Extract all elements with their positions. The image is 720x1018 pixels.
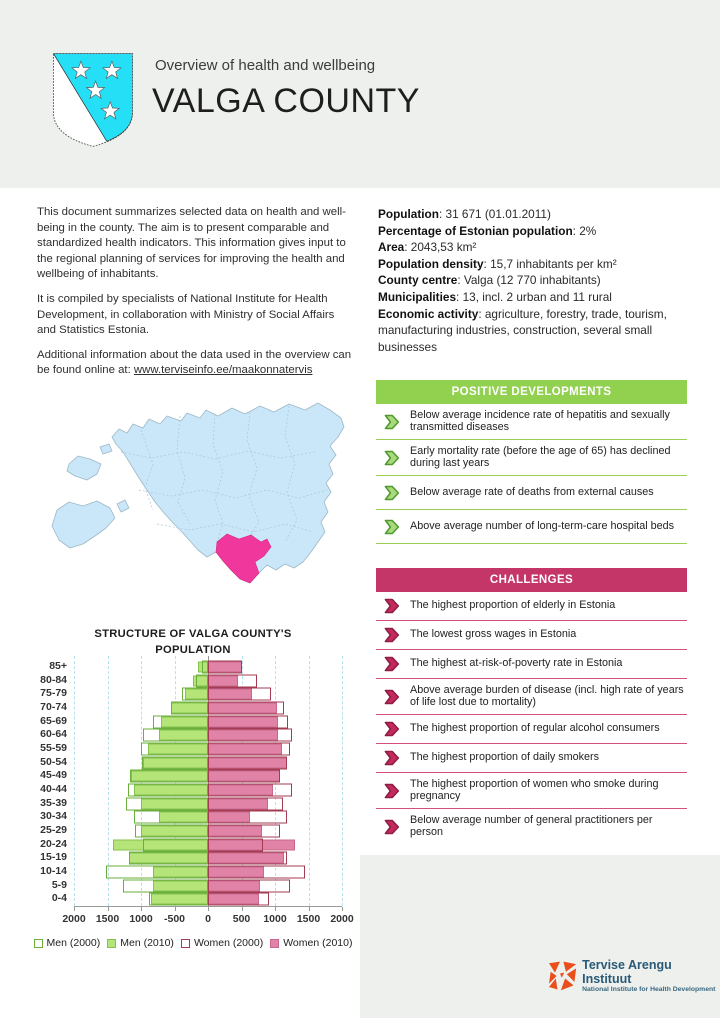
bar-women-2000- (208, 688, 271, 701)
legend-swatch (107, 939, 116, 948)
bar-men-2000- (135, 824, 208, 837)
bar-women-2000- (208, 852, 287, 865)
tai-logo (549, 958, 720, 994)
bar-women-2000- (208, 797, 283, 810)
list-item (376, 620, 687, 649)
chevron-bullet-icon (376, 656, 410, 672)
pyramid-row (74, 879, 342, 893)
intro-paragraph-3 (37, 348, 356, 379)
x-axis-tick-label: 500 (232, 913, 251, 925)
legend-swatch (34, 939, 43, 948)
age-axis-label: 30-34 (40, 810, 67, 823)
bar-men-2000- (142, 756, 208, 769)
legend-swatch (181, 939, 190, 948)
legend-label: Men (2000) (46, 937, 101, 949)
age-axis-label: 35-39 (40, 796, 67, 809)
positive-developments-header: POSITIVE DEVELOPMENTS (376, 380, 687, 404)
challenges-section (376, 568, 687, 845)
age-axis-label: 5-9 (51, 878, 67, 891)
x-axis-tick-label: 1500 (95, 913, 120, 925)
age-axis-label: 15-19 (40, 851, 67, 864)
age-axis-label: 20-24 (40, 837, 67, 850)
x-axis-tick-label: 1000 (263, 913, 287, 925)
intro-text (37, 205, 356, 388)
age-axis-label: 40-44 (40, 783, 67, 796)
pyramid-row (74, 892, 342, 906)
age-axis-label: 85+ (49, 660, 67, 672)
bar-men-2000- (106, 865, 209, 878)
population-pyramid-chart (28, 626, 358, 949)
age-axis-label: 65-69 (40, 714, 67, 727)
list-item-text: Early mortality rate (before the age of 65) has declined during last years (410, 445, 671, 469)
age-axis-label: 0-4 (51, 892, 67, 905)
bar-women-2000- (208, 838, 263, 851)
list-item (376, 772, 687, 808)
list-item (376, 404, 687, 440)
bar-women-2000- (208, 824, 280, 837)
chevron-bullet-icon (376, 598, 410, 614)
bar-women-2000- (208, 701, 284, 714)
list-item (376, 743, 687, 772)
chevron-bullet-icon (376, 689, 410, 705)
fact-line: Population density: 15,7 inhabitants per km² (378, 256, 617, 271)
bar-women-2000- (208, 742, 290, 755)
pyramid-row (74, 756, 342, 770)
age-axis-label: 80-84 (40, 673, 67, 686)
list-item-text: The highest at-risk-of-poverty rate in Estonia (410, 657, 623, 670)
pyramid-row (74, 838, 342, 852)
chevron-bullet-icon (376, 414, 410, 430)
bar-men-2000- (171, 701, 208, 714)
saaremaa-island (52, 501, 115, 548)
chart-legend (28, 937, 358, 949)
x-axis-tick-label: 1500 (296, 913, 321, 925)
pyramid-row (74, 865, 342, 879)
bar-women-2000- (208, 674, 257, 687)
bar-men-2000- (149, 893, 208, 906)
pyramid-row (74, 851, 342, 865)
bar-men-2000- (134, 811, 208, 824)
list-item (376, 476, 687, 510)
list-item (376, 440, 687, 476)
pyramid-row (74, 769, 342, 783)
chevron-bullet-icon (376, 721, 410, 737)
page-title: VALGA COUNTY (152, 82, 420, 120)
fact-line: County centre: Valga (12 770 inhabitants) (378, 273, 601, 288)
age-axis-label: 10-14 (40, 865, 67, 878)
chart-title-line-2: POPULATION (155, 644, 231, 656)
legend-item (107, 937, 174, 949)
bar-women-2000- (208, 729, 292, 742)
chevron-bullet-icon (376, 819, 410, 835)
pyramid-row (74, 783, 342, 797)
vormsi-island (100, 444, 112, 454)
x-axis (62, 906, 354, 929)
logo-title: Tervise Arengu Instituut (582, 958, 672, 986)
legend-item (34, 937, 101, 949)
list-item-text: The lowest gross wages in Estonia (410, 628, 577, 641)
legend-label: Women (2010) (283, 937, 353, 949)
list-item (376, 678, 687, 714)
estonia-mainland (52, 403, 344, 583)
legend-label: Women (2000) (193, 937, 264, 949)
age-axis-label: 45-49 (40, 769, 67, 782)
fact-line: Percentage of Estonian population: 2% (378, 223, 597, 238)
chevron-bullet-icon (376, 485, 410, 501)
pyramid-row (74, 797, 342, 811)
list-item-text: The highest proportion of regular alcohol consumers (410, 722, 660, 735)
x-axis-tick-label: 1000 (129, 913, 153, 925)
pyramid-plot-area (74, 660, 342, 906)
intro-paragraph-2: It is compiled by specialists of National Institute for Health Development, in collaboration with Ministry of Social Affairs and Statistics Estonia. (37, 292, 335, 337)
list-item (376, 808, 687, 844)
bar-men-2000- (196, 674, 208, 687)
pyramid-row (74, 674, 342, 688)
x-axis-tick-label: -500 (163, 913, 186, 925)
pyramid-row (74, 660, 342, 674)
list-item (376, 510, 687, 544)
list-item (376, 714, 687, 743)
pyramid-row (74, 728, 342, 742)
hiiumaa-island (67, 456, 101, 480)
challenges-header: CHALLENGES (376, 568, 687, 592)
muhu-island (117, 500, 129, 512)
list-item-text: Above average number of long-term-care hospital beds (410, 520, 675, 533)
list-item (376, 649, 687, 678)
bar-men-2000- (153, 715, 208, 728)
chevron-bullet-icon (376, 750, 410, 766)
pyramid-row (74, 742, 342, 756)
list-item-text: Below average number of general practitioners per person (410, 814, 653, 838)
fact-line: Area: 2043,53 km² (378, 240, 477, 255)
chevron-bullet-icon (376, 627, 410, 643)
county-facts (378, 206, 702, 355)
bar-women-2000- (208, 865, 305, 878)
age-axis-label: 50-54 (40, 755, 67, 768)
bar-women-2000- (208, 811, 287, 824)
bar-men-2000- (123, 879, 208, 892)
positive-developments-section (376, 380, 687, 544)
logo-subtitle: National Institute for Health Development (582, 986, 716, 993)
bar-women-2000- (208, 783, 292, 796)
bar-men-2000- (182, 688, 208, 701)
intro-paragraph-1: This document summarizes selected data on health and well-being in the county. The aim is to present comparable and standardized health indicators. This information gives input to the regional planning of services for improving the health and wellbeing of inhabitants. (37, 206, 346, 281)
legend-item (181, 937, 263, 949)
bar-women-2000- (208, 770, 280, 783)
pyramid-row (74, 701, 342, 715)
bar-men-2000- (129, 852, 208, 865)
tai-pinwheel-icon (549, 961, 576, 991)
age-axis-label: 25-29 (40, 824, 67, 837)
pyramid-row (74, 824, 342, 838)
chevron-bullet-icon (376, 450, 410, 466)
pyramid-row (74, 687, 342, 701)
bar-women-2000- (208, 893, 269, 906)
estonia-map (45, 392, 360, 607)
valga-coat-of-arms-icon (50, 44, 136, 156)
intro-paragraph-3-text: Additional information about the data used in the overview can be found online at: (37, 348, 352, 377)
bar-men-2000- (141, 742, 208, 755)
legend-label: Men (2010) (120, 937, 174, 949)
list-item-text: Below average rate of deaths from external causes (410, 486, 654, 499)
list-item-text: The highest proportion of daily smokers (410, 751, 600, 764)
bar-men-2000- (143, 838, 208, 851)
list-item-text: The highest proportion of elderly in Estonia (410, 599, 616, 612)
chart-title-line-1: STRUCTURE OF VALGA COUNTY'S (94, 628, 292, 640)
list-item-text: Below average incidence rate of hepatitis and sexually transmitted diseases (410, 409, 670, 433)
bar-men-2000- (126, 797, 208, 810)
legend-item (270, 937, 352, 949)
chevron-bullet-icon (376, 783, 410, 799)
bar-women-2000- (208, 715, 288, 728)
document-subtitle: Overview of health and wellbeing (155, 57, 376, 74)
legend-swatch (270, 939, 279, 948)
fact-line: Municipalities: 13, incl. 2 urban and 11 rural (378, 289, 612, 304)
challenges-list (376, 592, 687, 845)
age-axis-label: 75-79 (40, 687, 67, 700)
pyramid-row (74, 715, 342, 729)
age-axis (28, 660, 74, 906)
bar-men-2000- (143, 729, 208, 742)
x-axis-tick-label: 2000 (62, 913, 86, 925)
bar-men-2000- (128, 783, 208, 796)
age-axis-label: 60-64 (40, 728, 67, 741)
terviseinfo-link[interactable]: www.terviseinfo.ee/maakonnatervis (133, 364, 313, 377)
chevron-bullet-icon (376, 519, 410, 535)
fact-line: Economic activity: agriculture, forestry, trade, tourism, manufacturing industries, construction, several small businesses (378, 306, 667, 354)
bar-women-2000- (208, 756, 287, 769)
pyramid-row (74, 810, 342, 824)
list-item-text: The highest proportion of women who smoke during pregnancy (410, 778, 659, 802)
bar-women-2000- (208, 660, 242, 673)
x-axis-tick-label: 2000 (330, 913, 354, 925)
bar-men-2000- (130, 770, 208, 783)
list-item (376, 592, 687, 620)
x-axis-tick-label: 0 (205, 913, 211, 925)
age-axis-label: 55-59 (40, 742, 67, 755)
bar-women-2000- (208, 879, 290, 892)
fact-line: Population: 31 671 (01.01.2011) (378, 207, 551, 221)
age-axis-label: 70-74 (40, 701, 67, 714)
list-item-text: Above average burden of disease (incl. high rate of years of life lost due to mortality) (410, 684, 684, 708)
positive-developments-list (376, 404, 687, 544)
